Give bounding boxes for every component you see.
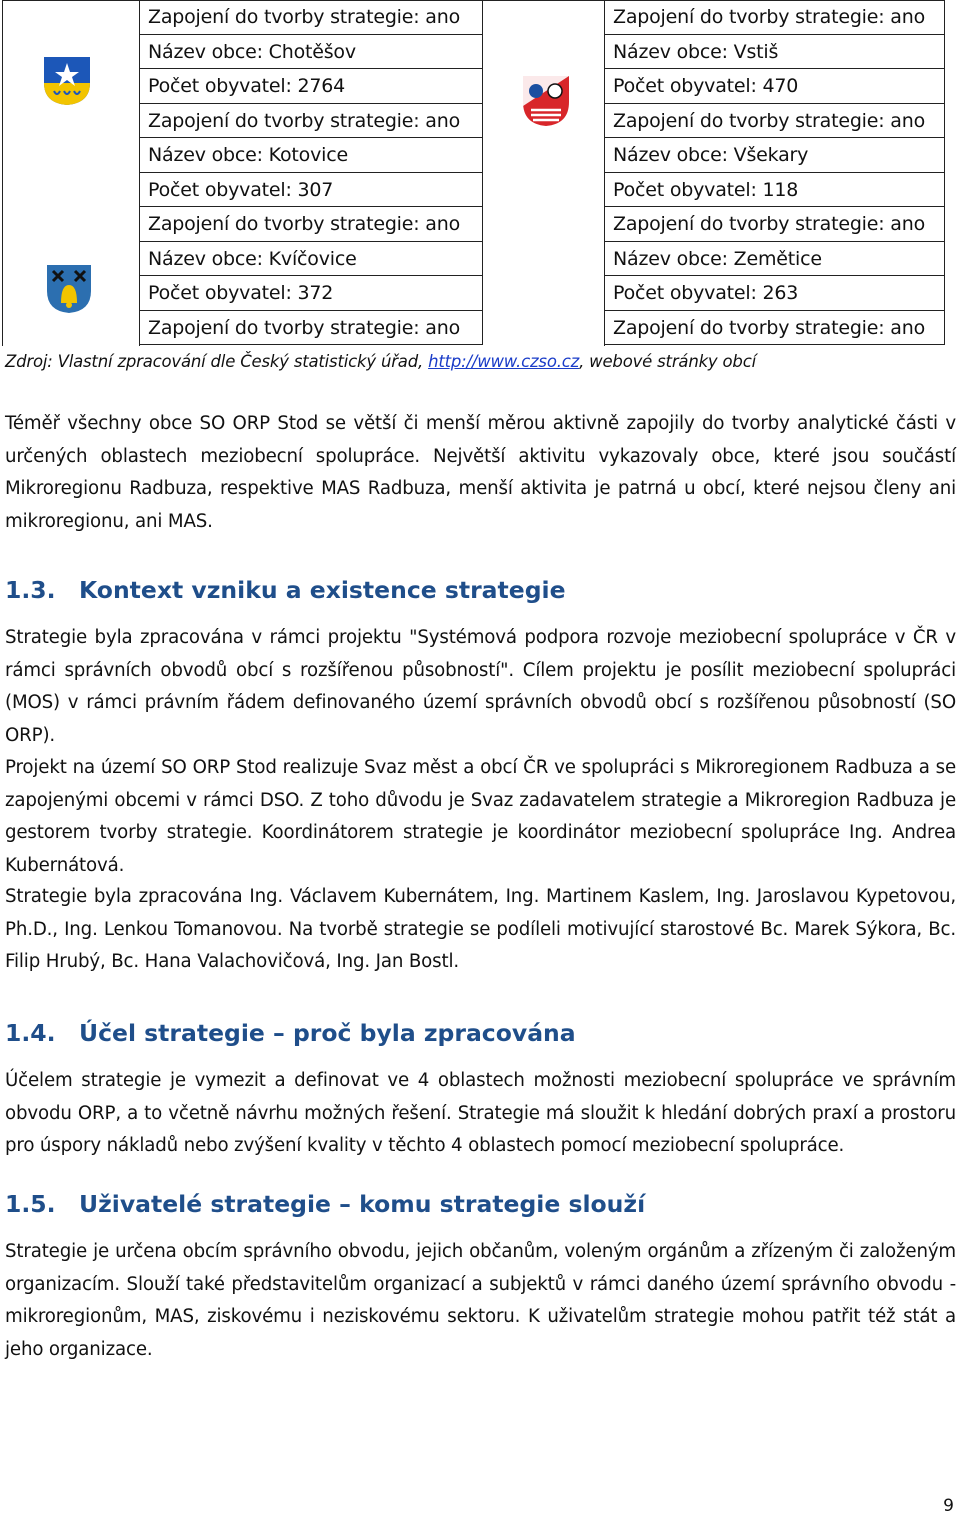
table-cell-right: Název obce: Všekary — [605, 138, 945, 173]
heading-1-5-number: 1.5. — [5, 1190, 56, 1218]
heading-1-3-number: 1.3. — [5, 576, 56, 604]
table-cell-right: Počet obyvatel: 118 — [605, 173, 945, 208]
table-cell-left: Počet obyvatel: 307 — [140, 173, 483, 208]
table-cell-left: Zapojení do tvorby strategie: ano — [140, 0, 483, 35]
table-cell-left: Počet obyvatel: 372 — [140, 276, 483, 311]
chotesov-coat-of-arms-icon — [42, 55, 92, 107]
kvicovice-coat-of-arms-icon — [45, 263, 93, 315]
paragraph-context: Strategie byla zpracována v rámci projektu "Systémová podpora rozvoje meziobecní spolupráce v ČR v rámci správních obvodů obcí s rozšířenou působností". Cílem projektu je posílit meziobecní spolupráci (MOS) v rámci právním řádem definovaného území správních obvodů obcí s rozšířenou působností (SO ORP). — [5, 627, 956, 746]
table-cell-right: Zapojení do tvorby strategie: ano — [605, 0, 945, 35]
vstis-coat-of-arms-icon — [521, 74, 571, 128]
table-source-note — [5, 352, 756, 371]
heading-1-5 — [5, 1190, 645, 1218]
table-cell-right: Zapojení do tvorby strategie: ano — [605, 311, 945, 346]
heading-1-4-number: 1.4. — [5, 1019, 56, 1047]
right-logo-column — [483, 0, 605, 346]
table-cell-left: Zapojení do tvorby strategie: ano — [140, 207, 483, 242]
heading-1-4-text: Účel strategie – proč byla zpracována — [79, 1019, 576, 1047]
page-number: 9 — [943, 1496, 954, 1516]
source-prefix: Zdroj: Vlastní zpracování dle Český statistický úřad, — [5, 352, 429, 371]
paragraph-project: Projekt na území SO ORP Stod realizuje Svaz měst a obcí ČR ve spolupráci s Mikroregionem Radbuza a se zapojenými obcemi v rámci DSO. Z toho důvodu je Svaz zadavatelem strategie a Mikroregion Radbuza je gestorem tvorby strategie. Koordinátorem strategie je koordinátor meziobecní spolupráce Ing. Andrea Kubernátová. — [5, 757, 956, 876]
table-cell-left: Název obce: Kotovice — [140, 138, 483, 173]
table-cell-right: Zapojení do tvorby strategie: ano — [605, 104, 945, 139]
paragraph-authors: Strategie byla zpracována Ing. Václavem Kubernátem, Ing. Martinem Kaslem, Ing. Jaroslavou Kypetovou, Ph.D., Ing. Lenkou Tomanovou. Na tvorbě strategie se podíleli motivující starostové Bc. Marek Sýkora, Bc. Filip Hrubý, Bc. Hana Valachovičová, Ing. Jan Bostl. — [5, 886, 956, 973]
table-cell-left: Počet obyvatel: 2764 — [140, 69, 483, 104]
paragraph-users: Strategie je určena obcím správního obvodu, jejich občanům, voleným orgánům a zřízeným či založeným organizacím. Slouží také představitelům organizací a subjektů v rámci daného území správního obvodu - mikroregionům, MAS, ziskovému i neziskovému sektoru. K uživatelům strategie mohou patřit též stát a jeho organizace. — [5, 1241, 956, 1360]
heading-1-3-text: Kontext vzniku a existence strategie — [79, 576, 566, 604]
table-cell-right: Název obce: Zemětice — [605, 242, 945, 277]
paragraph-involvement: Téměř všechny obce SO ORP Stod se větší či menší měrou aktivně zapojily do tvorby analytické části v určených oblastech meziobecní spolupráce. Největší aktivitu vykazovaly obce, které jsou součástí Mikroregionu Radbuza, respektive MAS Radbuza, menší aktivita je patrná u obcí, které nejsou členy ani mikroregionu, ani MAS. — [5, 413, 956, 532]
heading-1-3 — [5, 576, 566, 604]
table-cell-left: Zapojení do tvorby strategie: ano — [140, 311, 483, 346]
table-cell-right: Název obce: Vstiš — [605, 35, 945, 70]
heading-1-5-text: Uživatelé strategie – komu strategie slouží — [79, 1190, 646, 1218]
municipality-table — [2, 0, 945, 346]
heading-1-4 — [5, 1019, 576, 1047]
table-cell-right: Zapojení do tvorby strategie: ano — [605, 207, 945, 242]
table-cell-right: Počet obyvatel: 470 — [605, 69, 945, 104]
table-cell-left: Zapojení do tvorby strategie: ano — [140, 104, 483, 139]
source-suffix: , webové stránky obcí — [579, 352, 756, 371]
table-cell-right: Počet obyvatel: 263 — [605, 276, 945, 311]
table-cell-left: Název obce: Kvíčovice — [140, 242, 483, 277]
paragraph-purpose: Účelem strategie je vymezit a definovat ve 4 oblastech možnosti meziobecní spolupráce ve správním obvodu ORP, a to včetně návrhu možných řešení. Strategie má sloužit k hledání dobrých praxí a prostoru pro úspory nákladů nebo zvýšení kvality v těchto 4 oblastech pomocí meziobecní spolupráce. — [5, 1070, 956, 1157]
table-cell-left: Název obce: Chotěšov — [140, 35, 483, 70]
czso-link[interactable]: http://www.czso.cz — [428, 352, 580, 371]
